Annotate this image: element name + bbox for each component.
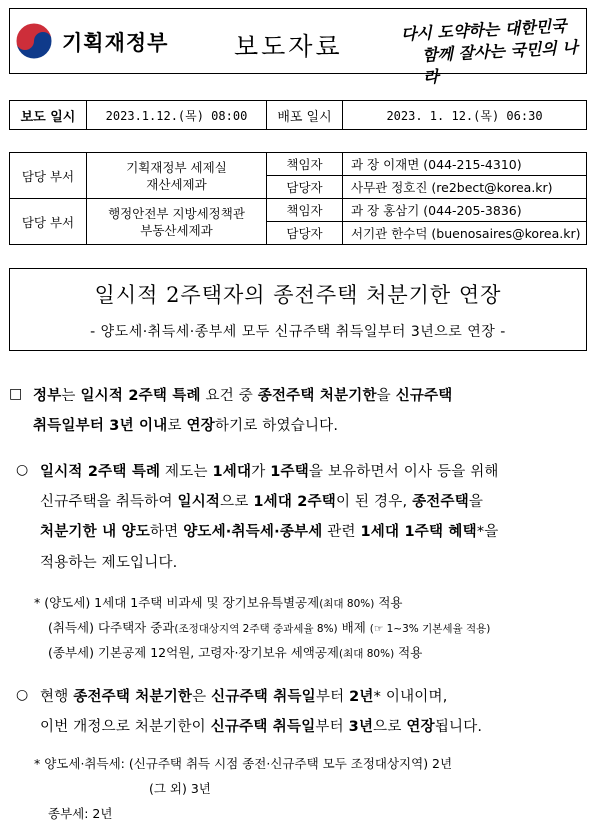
role-cell: 책임자 — [267, 153, 343, 176]
text-run: (☞ 1~3% 기본세율 적용) — [369, 623, 491, 635]
slogan-line-2: 함께 잘사는 국민의 나라 — [421, 37, 579, 87]
text-run: 신규주택 — [395, 388, 453, 404]
text-run: 관련 — [322, 524, 361, 540]
slogan — [400, 14, 587, 90]
text-run: 종전주택 처분기한 — [73, 689, 193, 705]
text-run: 제도는 — [160, 464, 213, 480]
text-run: 을 — [376, 388, 396, 404]
text-run: (최대 80%) — [319, 598, 375, 610]
text-run: (종부세) 기본공제 12억원, 고령자·장기보유 세액공제 — [48, 645, 340, 660]
text-run: 1세대 1주택 혜택 — [360, 524, 477, 540]
text-run: 1주택 — [270, 464, 309, 480]
role-cell: 담당자 — [267, 176, 343, 199]
text-run: 양도세·취득세·종부세 — [183, 524, 323, 540]
paragraph-line — [40, 715, 482, 736]
text-run: 일시적 2주택 특례 — [80, 388, 201, 404]
text-run: 로 — [167, 418, 187, 434]
dept-label: 담당 부서 — [10, 153, 87, 199]
text-run: (취득세) 다주택자 중과 — [48, 620, 175, 635]
dept-label: 담당 부서 — [10, 199, 87, 245]
text-run: 신규주택 취득일 — [210, 719, 316, 735]
subheadline: - 양도세·취득세·종부세 모두 신규주택 취득일부터 3년으로 연장 - — [90, 324, 506, 340]
text-run: 현행 — [40, 689, 74, 705]
text-run: 2년 — [349, 689, 374, 705]
text-run: 정부 — [33, 388, 62, 404]
text-run: 신규주택 취득일 — [211, 689, 316, 705]
text-run: 하기로 하였습니다. — [214, 418, 339, 434]
dept-line: 기획재정부 세제실 — [126, 159, 227, 175]
text-run: 은 — [192, 689, 212, 705]
text-run: 됩니다. — [434, 719, 483, 735]
contact-cell: 서기관 한수덕 (buenosaires@korea.kr) — [343, 222, 587, 245]
text-run: 연장 — [406, 719, 435, 735]
role-cell: 담당자 — [267, 222, 343, 245]
slogan-line-1: 다시 도약하는 대한민국 — [400, 16, 567, 44]
text-run: 이번 개정으로 처분기한이 — [40, 719, 211, 735]
paragraph-line — [40, 460, 499, 481]
headline: 일시적 2주택자의 종전주택 처분기한 연장 — [94, 283, 502, 307]
headline-box — [9, 268, 587, 351]
text-run: 신규주택을 취득하여 — [40, 494, 178, 510]
release-label: 보도 일시 — [10, 101, 87, 130]
contact-cell: 사무관 정호진 (re2bect@korea.kr) — [343, 176, 587, 199]
dept-line: 행정안전부 지방세정책관 — [108, 205, 245, 221]
text-run: 는 — [61, 388, 81, 404]
text-run: 처분기한 내 양도 — [40, 524, 150, 540]
text-run: 으로 — [373, 719, 407, 735]
text-run: 하면 — [149, 524, 184, 540]
distribution-label: 배포 일시 — [267, 101, 343, 130]
contact-table — [9, 152, 587, 245]
text-run: * (양도세) 1세대 1주택 비과세 및 장기보유특별공제 — [34, 595, 320, 610]
text-run: 적용하는 제도입니다. — [40, 555, 178, 571]
text-run: 1세대 — [212, 464, 252, 480]
paragraph-line — [33, 384, 453, 405]
text-run: 취득일부터 3년 이내 — [33, 418, 168, 434]
circle-bullet: ○ — [16, 687, 29, 703]
role-cell: 책임자 — [267, 199, 343, 222]
text-run: 일시적 — [177, 494, 221, 510]
ministry-logo — [14, 21, 194, 61]
page-title: 보도자료 — [234, 32, 343, 61]
taegeuk-emblem-icon — [14, 21, 54, 61]
paragraph-line — [40, 490, 483, 511]
paragraph-line — [33, 414, 338, 435]
paragraph-line — [40, 520, 499, 541]
footnote-line — [34, 593, 402, 611]
contact-cell: 과 장 이재면 (044-215-4310) — [343, 153, 587, 176]
dept-line: 부동산세제과 — [140, 222, 213, 238]
circle-bullet: ○ — [16, 462, 29, 478]
text-run: 을 보유하면서 이사 등을 위해 — [308, 464, 499, 480]
dept-line: 재산세제과 — [146, 176, 207, 192]
dept-name — [87, 199, 267, 245]
text-run: 이 된 경우, — [336, 494, 413, 510]
distribution-value: 2023. 1. 12.(목) 06:30 — [343, 101, 587, 130]
dept-name — [87, 153, 267, 199]
text-run: 적용 — [374, 595, 403, 610]
contact-cell: 과 장 홍삼기 (044-205-3836) — [343, 199, 587, 222]
text-run: * 이내이며, — [373, 689, 448, 705]
text-run: *을 — [476, 524, 499, 540]
footnote-line: 종부세: 2년 — [48, 806, 113, 821]
footnote-line: (그 외) 3년 — [149, 781, 211, 796]
footnote-line — [48, 643, 422, 661]
text-run: 1세대 2주택 — [253, 494, 336, 510]
footnote-line: * 양도세·취득세: (신규주택 취득 시점 종전·신규주택 모두 조정대상지역) 2년 — [34, 756, 453, 771]
footnote-line — [48, 618, 490, 636]
text-run: 배제 — [337, 620, 370, 635]
logo-text: 기획재정부 — [62, 31, 169, 55]
release-table — [9, 100, 587, 130]
text-run: 적용 — [394, 645, 423, 660]
text-run: (조정대상지역 2주택 중과세율 8%) — [174, 623, 338, 635]
text-run: 요건 중 — [200, 388, 258, 404]
text-run: 연장 — [186, 418, 215, 434]
text-run: 종전주택 — [412, 494, 469, 510]
text-run: 으로 — [220, 494, 254, 510]
text-run: 3년 — [348, 719, 374, 735]
text-run: (최대 80%) — [339, 648, 395, 660]
text-run: 부터 — [315, 719, 349, 735]
header-box — [9, 8, 587, 87]
text-run: 종전주택 처분기한 — [257, 388, 377, 404]
text-run: 일시적 2주택 특례 — [40, 464, 161, 480]
release-value: 2023.1.12.(목) 08:00 — [87, 101, 267, 130]
paragraph-line — [40, 551, 177, 572]
text-run: 가 — [251, 464, 271, 480]
text-run: 을 — [468, 494, 484, 510]
text-run: 부터 — [315, 689, 350, 705]
square-bullet: □ — [9, 386, 23, 402]
paragraph-line — [40, 685, 448, 706]
